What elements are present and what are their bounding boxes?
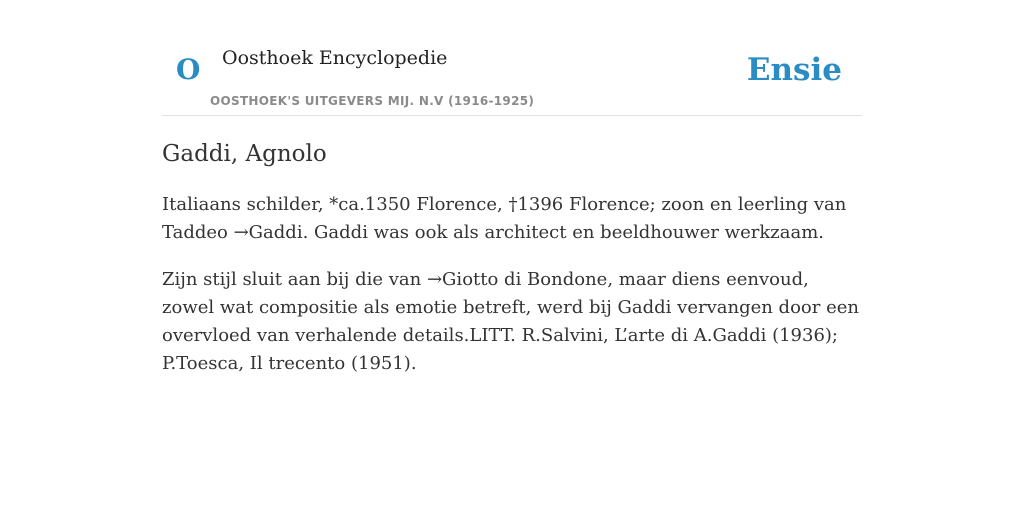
site-title[interactable]: Oosthoek Encyclopedie (222, 47, 448, 69)
site-logo[interactable]: O (176, 53, 201, 86)
publisher-subtitle: OOSTHOEK'S UITGEVERS MIJ. N.V (1916-1925) (210, 94, 535, 108)
site-header (162, 0, 862, 116)
article-paragraph: Italiaans schilder, *ca.1350 Florence, †1396 Florence; zoon en leerling van Taddeo →Gaddi. Gaddi was ook als architect en beeldhouwer werkzaam. (162, 194, 847, 243)
page-container (162, 0, 862, 374)
article-title: Gaddi, Agnolo (162, 141, 327, 167)
article-paragraph: Zijn stijl sluit aan bij die van →Giotto di Bondone, maar diens eenvoud, zowel wat compositie als emotie betreft, werd bij Gaddi vervangen door een overvloed van verhalende details.LITT. R.Salvini, L’arte di A.Gaddi (1936); P.Toesca, Il trecento (1951). (162, 269, 859, 374)
article-body (162, 191, 862, 397)
brand-logo[interactable]: Ensie (746, 52, 842, 88)
